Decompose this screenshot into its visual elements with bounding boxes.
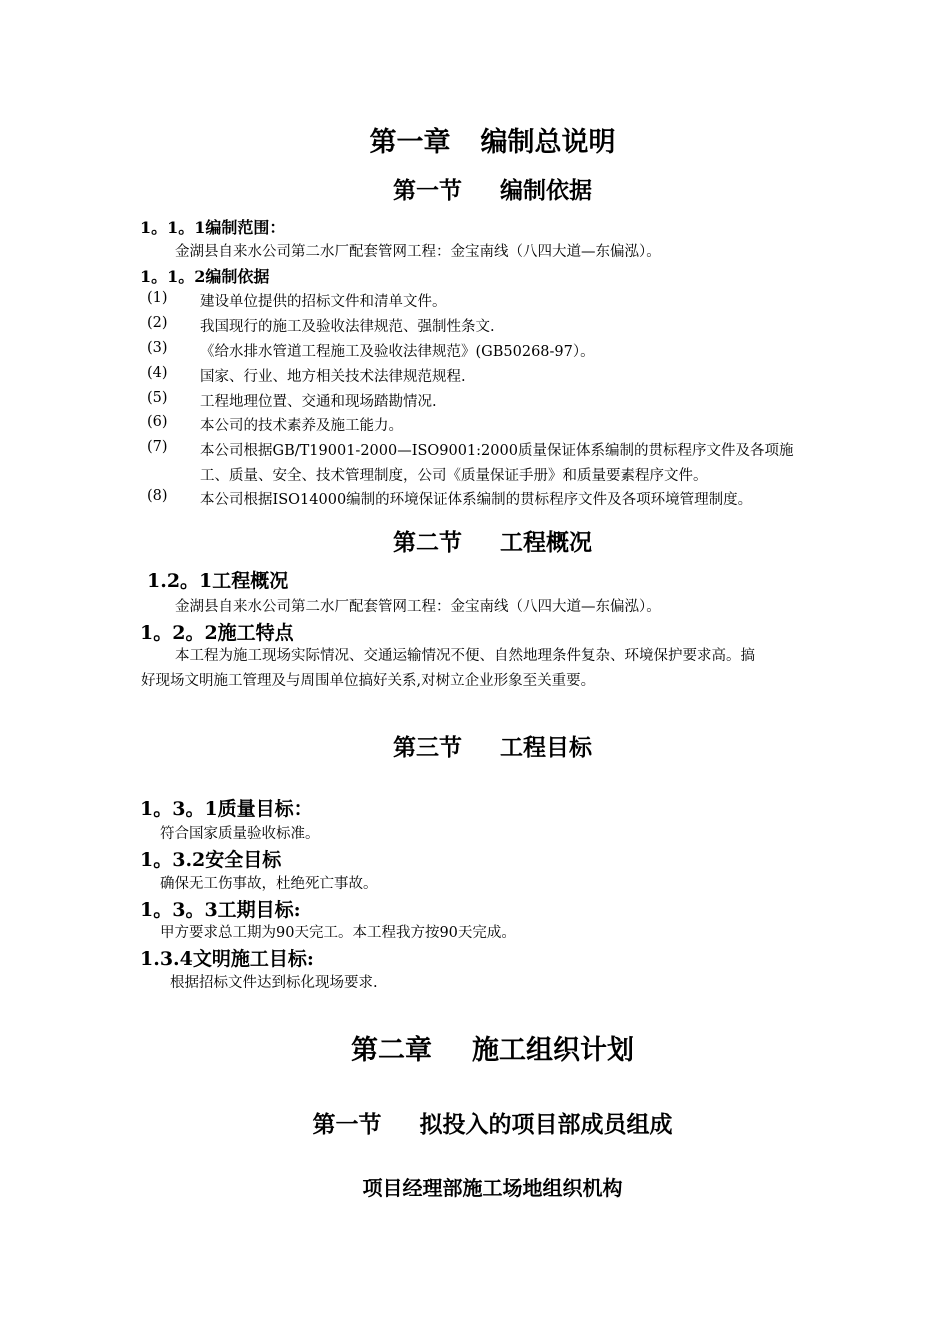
list-item-number: (6)	[147, 414, 168, 430]
basis-heading: 1。1。2编制依据	[140, 267, 270, 286]
features-heading: 1。2。2施工特点	[140, 622, 294, 644]
list-item-text: 国家、行业、地方相关技术法律规范规程.	[200, 369, 466, 385]
list-item-text: 工程地理位置、交通和现场踏勘情况.	[200, 394, 437, 410]
features-text-line-2: 好现场文明施工管理及与周围单位搞好关系,对树立企业形象至关重要。	[141, 673, 596, 689]
schedule-heading: 1。3。3工期目标:	[140, 899, 301, 921]
safety-text: 确保无工伤事故，杜绝死亡事故。	[160, 876, 378, 892]
list-item-number: (1)	[147, 290, 168, 306]
section-2-name: 工程概况	[500, 529, 592, 556]
list-item-number: (4)	[147, 365, 168, 381]
org-structure-subtitle: 项目经理部施工场地组织机构	[362, 1176, 623, 1200]
quality-heading: 1。3。1质量目标：	[140, 798, 313, 820]
chapter-1-title	[0, 120, 950, 159]
section-3-title	[0, 729, 950, 762]
scope-text: 金湖县自来水公司第二水厂配套管网工程：金宝南线（八四大道—东偏泓）。	[175, 244, 661, 260]
chapter-1-number: 第一章	[369, 127, 451, 158]
safety-heading: 1。3.2安全目标	[140, 849, 282, 871]
chapter-2-section-1-title	[0, 1106, 950, 1139]
list-item-text: 本公司的技术素养及施工能力。	[200, 418, 403, 434]
section-2-number: 第二节	[393, 529, 462, 556]
chapter-2-number: 第二章	[351, 1035, 432, 1066]
section-1-name: 编制依据	[500, 177, 592, 204]
features-text-line-1: 本工程为施工现场实际情况、交通运输情况不便、自然地理条件复杂、环境保护要求高。搞	[175, 648, 755, 664]
overview-heading: 1.2。1工程概况	[147, 570, 289, 592]
list-item-text: 建设单位提供的招标文件和清单文件。	[200, 294, 447, 310]
scope-heading: 1。1。1编制范围：	[140, 218, 286, 237]
section-3-name: 工程目标	[500, 734, 592, 761]
list-item-number: (5)	[147, 390, 168, 406]
chapter-2-name: 施工组织计划	[472, 1035, 634, 1066]
chapter-2-section-1-number: 第一节	[312, 1111, 382, 1138]
list-item-number: (3)	[147, 340, 168, 356]
list-item-text: 工、质量、安全、技术管理制度，公司《质量保证手册》和质量要素程序文件。	[200, 468, 708, 484]
civil-text: 根据招标文件达到标化现场要求.	[170, 975, 378, 991]
list-item-text: 本公司根据GB/T19001-2000—ISO9001:2000质量保证体系编制的贯标程序文件及各项施	[200, 443, 794, 459]
chapter-2-section-1-name: 拟投入的项目部成员组成	[419, 1111, 673, 1138]
section-3-number: 第三节	[393, 734, 462, 761]
civil-heading: 1.3.4文明施工目标:	[140, 948, 314, 970]
overview-text: 金湖县自来水公司第二水厂配套管网工程：金宝南线（八四大道—东偏泓）。	[175, 599, 661, 615]
list-item-text: 我国现行的施工及验收法律规范、强制性条文.	[200, 319, 495, 335]
quality-text: 符合国家质量验收标准。	[160, 826, 320, 842]
section-1-number: 第一节	[393, 177, 462, 204]
list-item-number: (2)	[147, 315, 168, 331]
list-item-text: 本公司根据ISO14000编制的环境保证体系编制的贯标程序文件及各项环境管理制度。	[200, 492, 753, 508]
section-2-title	[0, 524, 950, 557]
schedule-text: 甲方要求总工期为90天完工。本工程我方按90天完成。	[160, 925, 516, 941]
list-item-number: (8)	[147, 488, 168, 504]
chapter-1-name: 编制总说明	[480, 127, 616, 158]
section-1-title	[0, 172, 950, 205]
list-item-text: 《给水排水管道工程施工及验收法律规范》(GB50268-97）。	[200, 344, 595, 360]
chapter-2-title	[0, 1028, 950, 1067]
list-item-number: (7)	[147, 439, 168, 455]
